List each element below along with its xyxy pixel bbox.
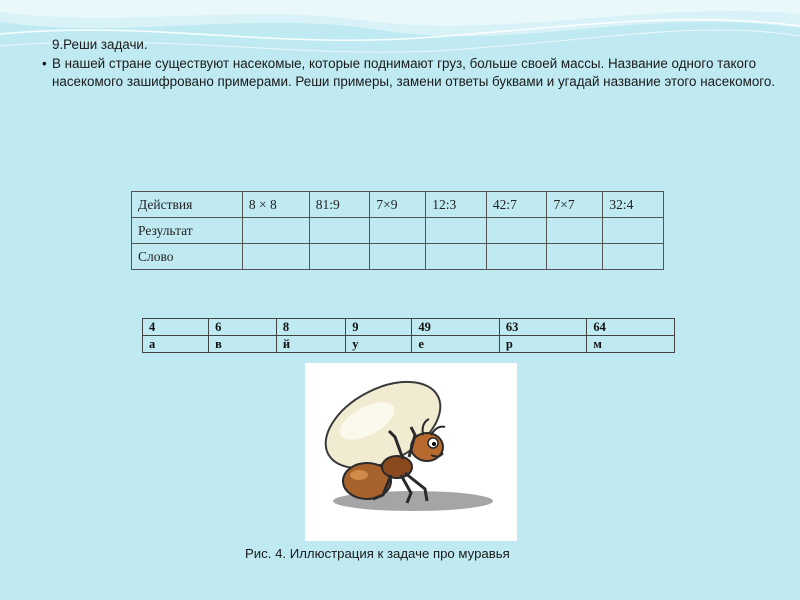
task-title: 9.Реши задачи.	[52, 37, 148, 52]
table-cell	[242, 244, 309, 270]
table-row	[132, 244, 664, 270]
actions-table	[131, 191, 664, 270]
table-cell	[603, 218, 664, 244]
table-cell: м	[587, 336, 675, 353]
task-block	[44, 36, 784, 92]
table-cell	[547, 218, 603, 244]
table-cell	[370, 244, 426, 270]
table-cell: 7×9	[370, 192, 426, 218]
table-cell: Результат	[132, 218, 243, 244]
table-cell	[486, 244, 547, 270]
table-row	[132, 192, 664, 218]
ant-carrying-load-image	[305, 363, 517, 541]
table-cell: р	[499, 336, 587, 353]
table-row	[132, 218, 664, 244]
table-cell	[547, 244, 603, 270]
table-cell: а	[143, 336, 209, 353]
table-cell	[603, 244, 664, 270]
table-cell: 6	[209, 319, 277, 336]
table-row	[143, 319, 675, 336]
task-text: • В нашей стране существуют насекомые, которые поднимают груз, больше своей массы. Название одного такого насекомого зашифровано примерами. Реши примеры, замени ответы буквами и угадай название этого насекомого.	[44, 55, 784, 92]
figure-caption: Рис. 4. Иллюстрация к задаче про муравья	[245, 546, 510, 561]
table-cell	[370, 218, 426, 244]
table-cell: 8 × 8	[242, 192, 309, 218]
table-cell: Слово	[132, 244, 243, 270]
table-cell	[242, 218, 309, 244]
table-cell	[426, 244, 487, 270]
table-cell: й	[276, 336, 345, 353]
table-cell	[309, 218, 370, 244]
table-cell: 32:4	[603, 192, 664, 218]
table-cell: 63	[499, 319, 587, 336]
table-cell: у	[346, 336, 412, 353]
table-cell: 42:7	[486, 192, 547, 218]
table-cell: в	[209, 336, 277, 353]
table-cell: Действия	[132, 192, 243, 218]
table-cell: 8	[276, 319, 345, 336]
table-cell	[309, 244, 370, 270]
table-row	[143, 336, 675, 353]
table-cell: 12:3	[426, 192, 487, 218]
table-cell: 4	[143, 319, 209, 336]
table-cell: 64	[587, 319, 675, 336]
table-cell	[486, 218, 547, 244]
letter-key-table	[142, 318, 675, 353]
ant-illustration	[305, 363, 517, 541]
table-cell	[426, 218, 487, 244]
table-cell: е	[412, 336, 500, 353]
table-cell: 7×7	[547, 192, 603, 218]
table-cell: 81:9	[309, 192, 370, 218]
table-cell: 49	[412, 319, 500, 336]
table-cell: 9	[346, 319, 412, 336]
